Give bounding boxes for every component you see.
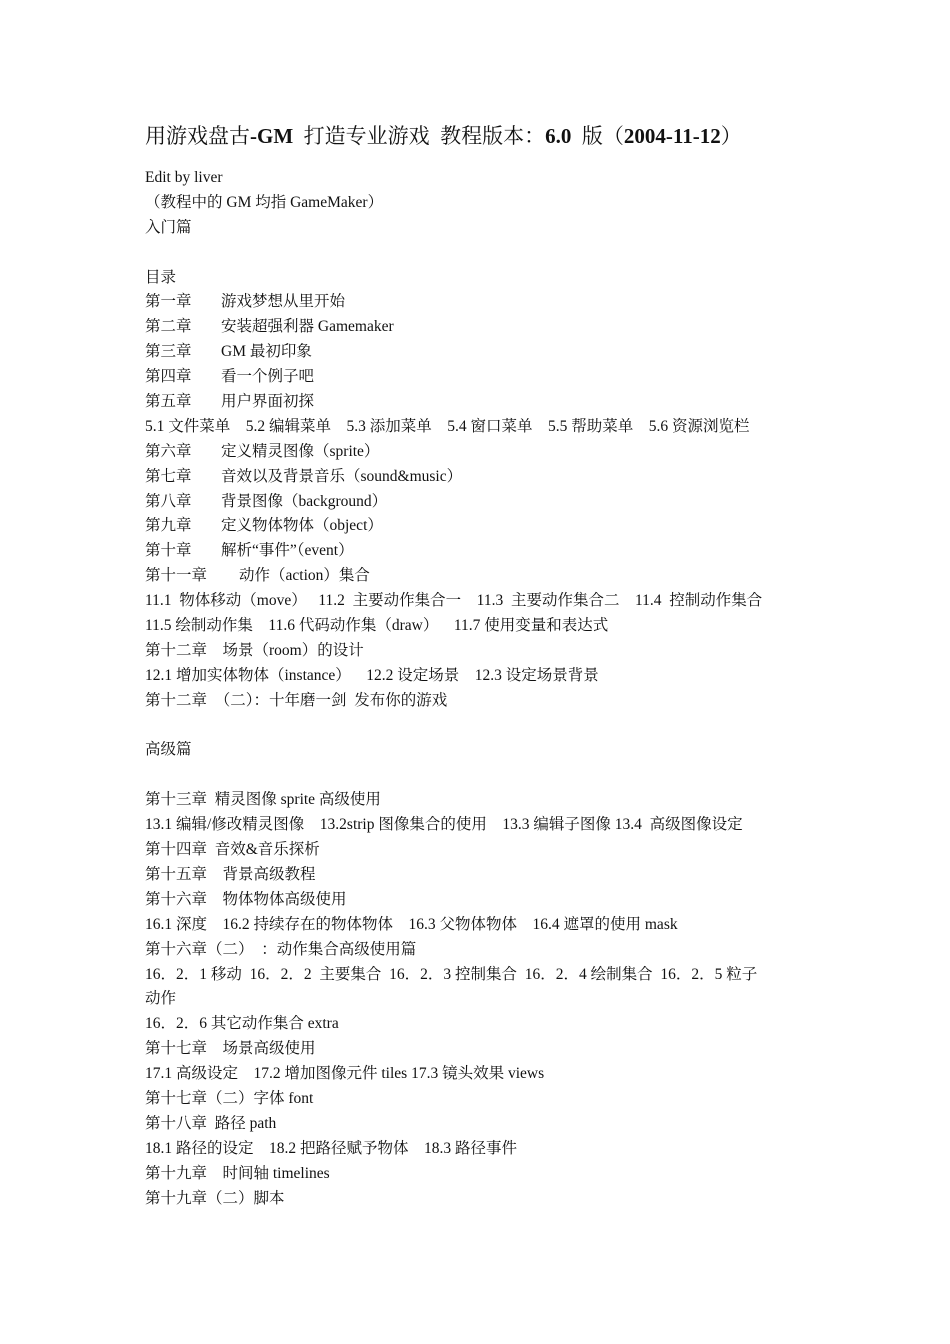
author-line: Edit by liver — [145, 169, 223, 186]
title-version: 6.0 — [545, 124, 572, 148]
title-part-e: 版（ — [571, 124, 624, 148]
blank-line — [145, 714, 815, 739]
adv-line: 18.1 路径的设定 18.2 把路径赋予物体 18.3 路径事件 — [145, 1139, 518, 1157]
toc-subsections-11a: 11.1 物体移动（move） 11.2 主要动作集合一 11.3 主要动作集合二 11.4 控制动作集合 — [145, 592, 763, 610]
title-part-g: ） — [720, 124, 742, 148]
chapter-title: 定义精灵图像（sprite） — [221, 442, 380, 460]
chapter-title: 背景图像（background） — [221, 492, 388, 510]
chapter-title: 安装超强利器 Gamemaker — [221, 318, 394, 336]
chapter-title: 看一个例子吧 — [221, 368, 315, 386]
toc-chapter-1 — [145, 290, 815, 315]
chapter-title: 用户界面初探 — [221, 393, 315, 411]
toc-chapter-5 — [145, 390, 815, 415]
chapter-title: 游戏梦想从里开始 — [221, 293, 346, 311]
blank-line — [145, 763, 815, 788]
chapter-title: 动作（action）集合 — [239, 567, 370, 585]
adv-line: 16.1 深度 16.2 持续存在的物体物体 16.3 父物体物体 16.4 遮罩的使用 mask — [145, 915, 678, 933]
chapter-number: 第二章 — [145, 318, 192, 336]
adv-line: 16．2．1 移动 16．2．2 主要集合 16．2．3 控制集合 16．2．4 绘制集合 16．2．5 粒子 — [145, 965, 758, 983]
chapter-title: 解析“事件”（event） — [221, 542, 354, 560]
adv-line: 第十八章 路径 path — [145, 1114, 277, 1132]
chapter-number: 第十章 — [145, 542, 192, 560]
chapter-number: 第十一章 — [145, 567, 208, 585]
adv-line: 第十六章（二） ：动作集合高级使用篇 — [145, 940, 417, 958]
toc-chapter-9 — [145, 514, 815, 539]
chapter-number: 第七章 — [145, 467, 192, 485]
toc-subsections-11b: 11.5 绘制动作集 11.6 代码动作集（draw） 11.7 使用变量和表达式 — [145, 617, 609, 635]
document-title — [145, 120, 905, 152]
chapter-number: 第四章 — [145, 368, 192, 386]
toc-chapter-6 — [145, 440, 815, 465]
toc-chapter-8 — [145, 490, 815, 515]
blank-line — [145, 241, 815, 266]
adv-line: 第十七章 场景高级使用 — [145, 1040, 316, 1058]
adv-line: 第十七章（二）字体 font — [145, 1089, 314, 1107]
toc-subsections-5: 5.1 文件菜单 5.2 编辑菜单 5.3 添加菜单 5.4 窗口菜单 5.5 帮助菜单 5.6 资源浏览栏 — [145, 417, 750, 435]
toc-chapter-12: 第十二章 场景（room）的设计 — [145, 641, 364, 659]
chapter-number: 第八章 — [145, 492, 192, 510]
chapter-number: 第六章 — [145, 442, 192, 460]
toc-chapter-2 — [145, 315, 815, 340]
toc-chapter-10 — [145, 539, 815, 564]
adv-line: 17.1 高级设定 17.2 增加图像元件 tiles 17.3 镜头效果 views — [145, 1065, 545, 1083]
chapter-number: 第五章 — [145, 393, 192, 411]
adv-line: 第十四章 音效&音乐探析 — [145, 841, 320, 859]
adv-line: 第十三章 精灵图像 sprite 高级使用 — [145, 791, 381, 809]
title-date: 2004-11-12 — [623, 124, 721, 148]
toc-chapter-7 — [145, 465, 815, 490]
toc-chapter-3 — [145, 340, 815, 365]
chapter-number: 第九章 — [145, 517, 192, 535]
adv-line: 第十九章 时间轴 timelines — [145, 1164, 330, 1182]
adv-line: 16．2．6 其它动作集合 extra — [145, 1015, 339, 1033]
section-intro-heading: 入门篇 — [145, 218, 192, 236]
adv-line: 13.1 编辑/修改精灵图像 13.2strip 图像集合的使用 13.3 编辑子图像 13.4 高级图像设定 — [145, 816, 743, 834]
adv-line: 动作 — [145, 990, 177, 1008]
adv-line: 第十六章 物体物体高级使用 — [145, 890, 347, 908]
chapter-number: 第一章 — [145, 293, 192, 311]
toc-heading: 目录 — [145, 268, 177, 286]
title-part-b: -GM — [250, 124, 294, 148]
note-line: （教程中的 GM 均指 GameMaker） — [145, 193, 384, 211]
section-advanced-heading: 高级篇 — [145, 741, 192, 759]
toc-chapter-4 — [145, 365, 815, 390]
toc-chapter-11 — [145, 564, 815, 589]
adv-line: 第十五章 背景高级教程 — [145, 865, 316, 883]
chapter-number: 第三章 — [145, 343, 192, 361]
chapter-title: GM 最初印象 — [221, 343, 312, 361]
title-part-a: 用游戏盘古 — [145, 124, 250, 148]
chapter-title: 定义物体物体（object） — [221, 517, 383, 535]
toc-subsections-12: 12.1 增加实体物体（instance） 12.2 设定场景 12.3 设定场景背景 — [145, 666, 599, 684]
title-part-c: 打造专业游戏 教程版本： — [293, 124, 546, 148]
toc-content — [145, 166, 815, 1211]
toc-chapter-12b: 第十二章 （二）：十年磨一剑 发布你的游戏 — [145, 691, 448, 709]
chapter-title: 音效以及背景音乐（sound&music） — [221, 467, 463, 485]
adv-line: 第十九章（二）脚本 — [145, 1189, 285, 1207]
